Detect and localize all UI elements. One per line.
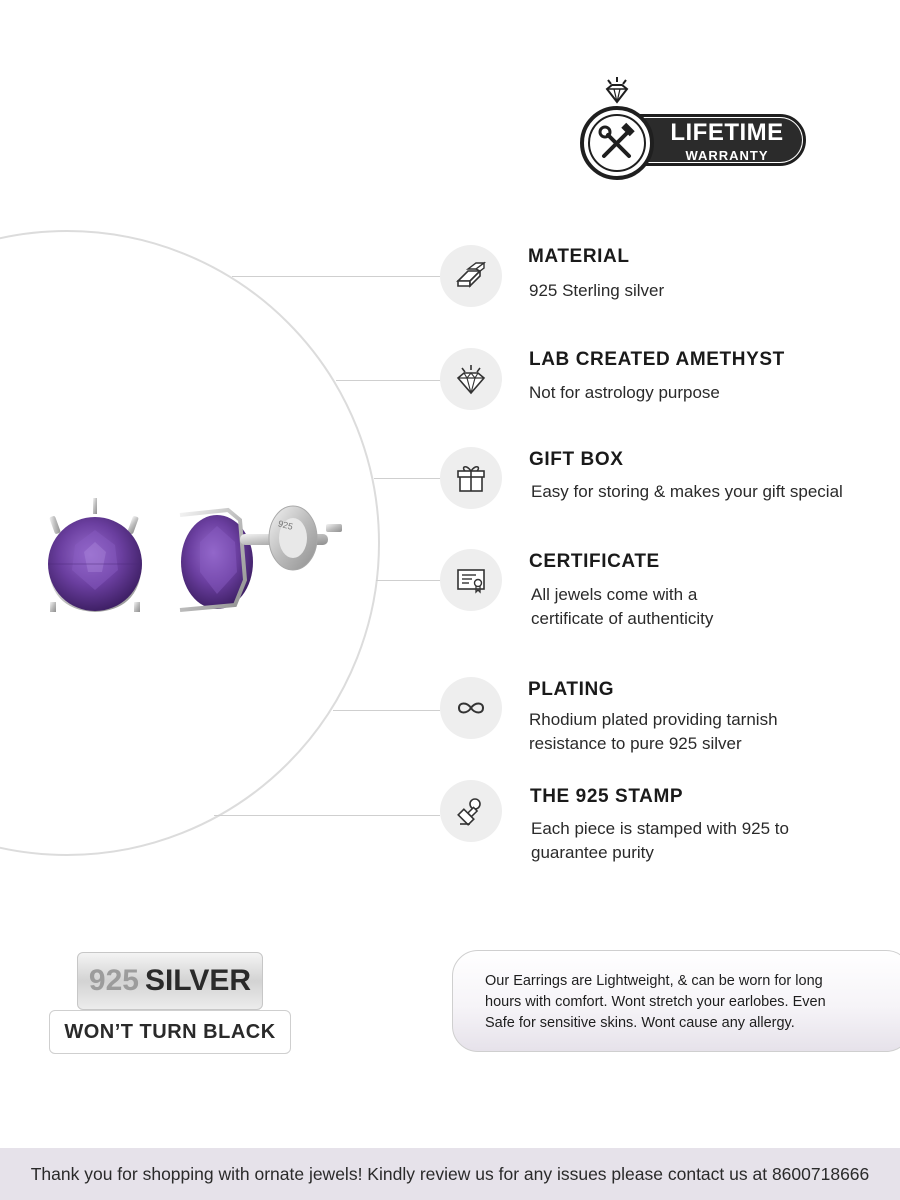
feature-title-plating: PLATING xyxy=(528,679,615,700)
wont-turn-black-badge: WON’T TURN BLACK xyxy=(49,1010,291,1054)
lifetime-warranty-badge xyxy=(578,76,810,184)
info-line: Safe for sensitive skins. Wont cause any allergy. xyxy=(485,1015,795,1031)
feature-desc-line: Each piece is stamped with 925 to xyxy=(531,819,789,838)
feature-desc-gift-box: Easy for storing & makes your gift special xyxy=(531,482,843,501)
connector-line xyxy=(232,276,440,277)
silver-bars-icon xyxy=(440,245,502,307)
feature-desc-amethyst: Not for astrology purpose xyxy=(529,383,720,402)
feature-desc-stamp xyxy=(531,817,881,865)
feature-desc-material: 925 Sterling silver xyxy=(529,281,665,300)
feature-desc-certificate xyxy=(531,583,881,631)
amethyst-stud-earrings-image xyxy=(40,490,350,620)
feature-title-certificate: CERTIFICATE xyxy=(529,551,660,572)
gift-icon xyxy=(440,447,502,509)
info-line: Our Earrings are Lightweight, & can be worn for long xyxy=(485,973,823,989)
certificate-icon xyxy=(440,549,502,611)
connector-line xyxy=(374,478,440,479)
feature-title-stamp: THE 925 STAMP xyxy=(530,786,684,807)
silver-badge-word: SILVER xyxy=(144,964,252,997)
feature-title-amethyst: LAB CREATED AMETHYST xyxy=(529,349,785,370)
connector-line xyxy=(336,380,440,381)
connector-line xyxy=(376,580,440,581)
feature-desc-plating xyxy=(529,708,879,756)
silver-badge-number: 925 xyxy=(88,964,139,997)
infinity-icon xyxy=(440,677,502,739)
sparkle-diamond-icon xyxy=(602,76,632,104)
connector-line xyxy=(333,710,440,711)
diamond-icon xyxy=(440,348,502,410)
feature-desc-line: Rhodium plated providing tarnish xyxy=(529,710,778,729)
feature-desc-line: All jewels come with a xyxy=(531,585,698,604)
feature-title-gift-box: GIFT BOX xyxy=(529,449,624,470)
tools-icon xyxy=(595,121,639,165)
925-silver-badge xyxy=(77,952,263,1010)
warranty-title: LIFETIME xyxy=(670,119,784,146)
warranty-subtitle: WARRANTY xyxy=(685,148,769,163)
earring-stamp-text: 925 xyxy=(276,518,295,532)
comfort-info-box xyxy=(452,950,900,1052)
feature-desc-line: resistance to pure 925 silver xyxy=(529,734,742,753)
info-line: hours with comfort. Wont stretch your earlobes. Even xyxy=(485,994,826,1010)
feature-title-material: MATERIAL xyxy=(528,246,630,267)
connector-line xyxy=(214,815,440,816)
feature-desc-line: guarantee purity xyxy=(531,843,654,862)
footer-thank-you: Thank you for shopping with ornate jewels! Kindly review us for any issues please contact us at 8600718666 xyxy=(0,1148,900,1200)
feature-desc-line: certificate of authenticity xyxy=(531,609,714,628)
stamp-icon xyxy=(440,780,502,842)
